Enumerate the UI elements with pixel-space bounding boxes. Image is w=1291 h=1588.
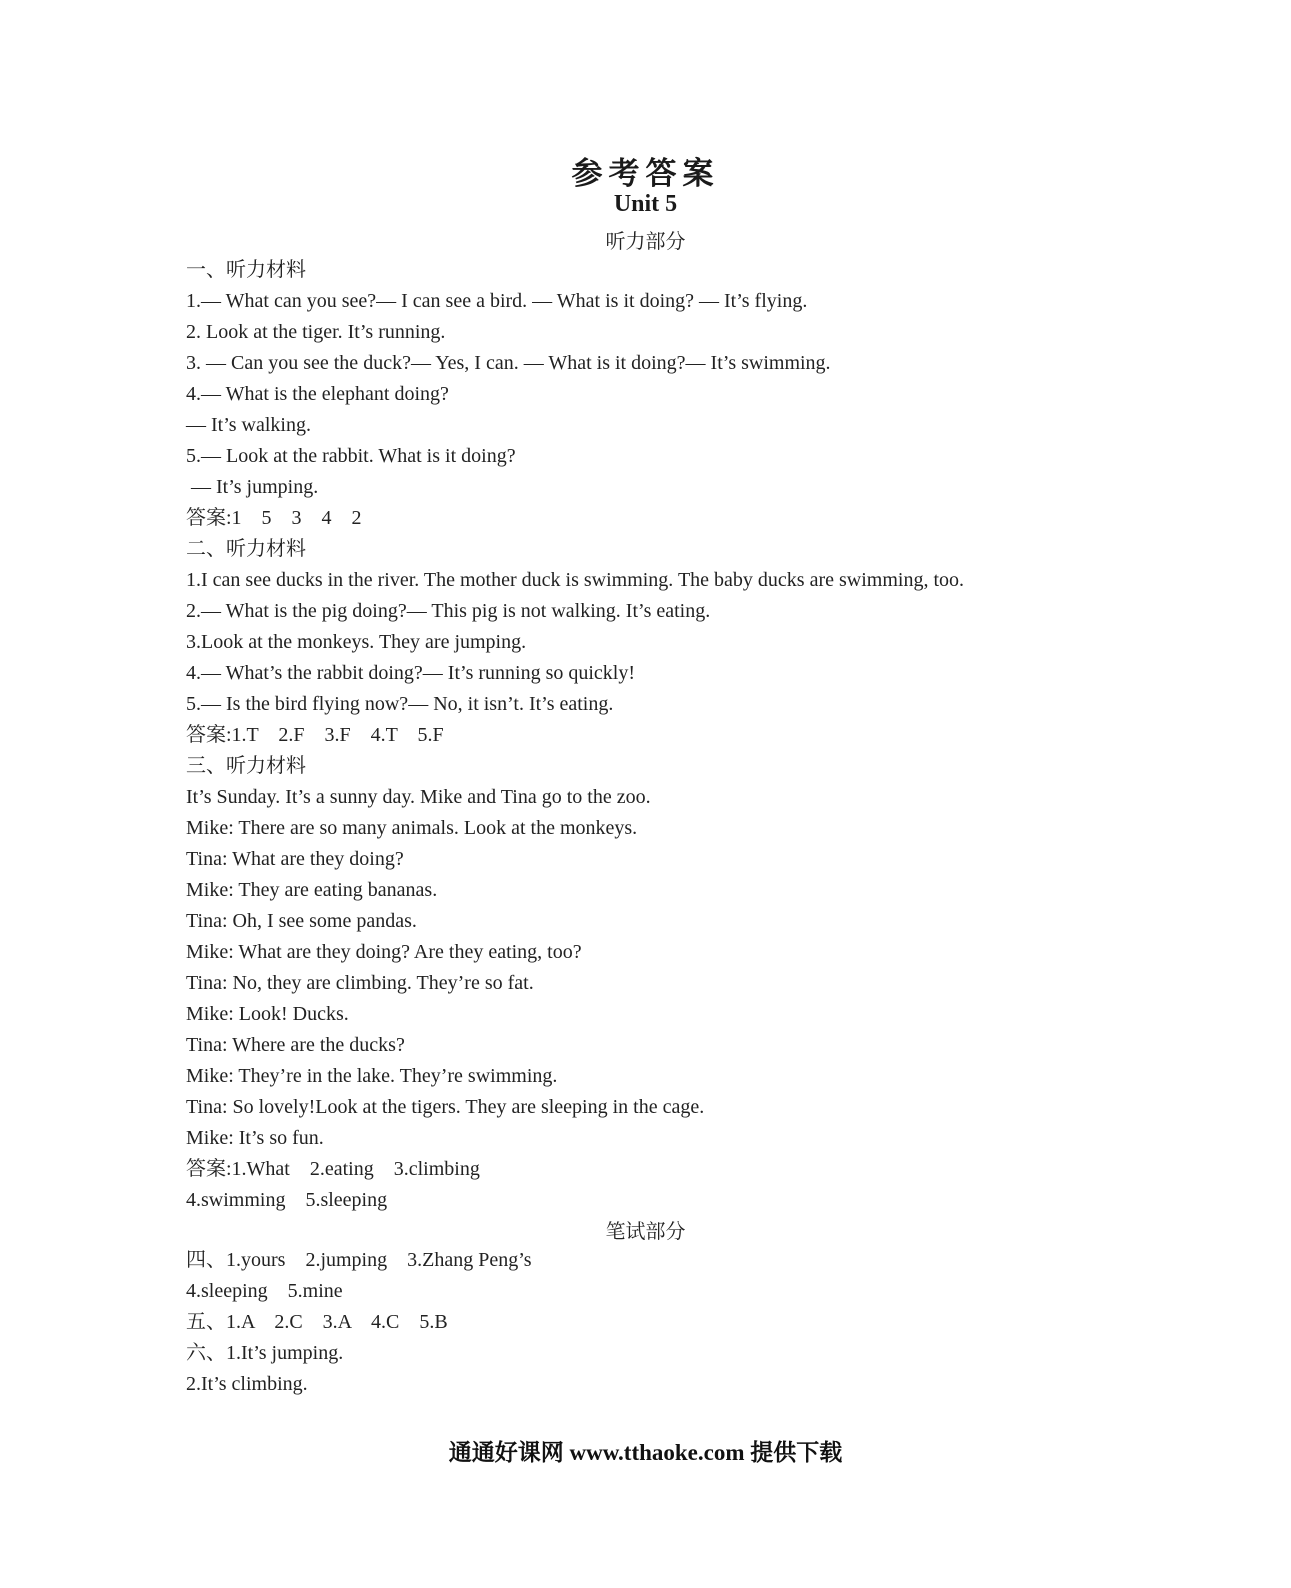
text-line: 1.— What can you see?— I can see a bird. — What is it doing? — It’s flying. <box>186 290 808 312</box>
text-line: Mike: It’s so fun. <box>186 1127 324 1149</box>
footer-watermark: 通通好课网 www.tthaoke.com 提供下载 <box>448 1440 843 1465</box>
text-line: 5.— Look at the rabbit. What is it doing? <box>186 445 516 467</box>
answer-line: 答案:1 5 3 4 2 <box>186 507 362 529</box>
text-line: 二、听力材料 <box>186 538 306 560</box>
text-line: Mike: There are so many animals. Look at the monkeys. <box>186 817 638 839</box>
text-line: Mike: What are they doing? Are they eating, too? <box>186 941 582 963</box>
text-line: Mike: They are eating bananas. <box>186 879 438 901</box>
text-line: Tina: So lovely!Look at the tigers. They are sleeping in the cage. <box>186 1096 705 1118</box>
text-line: 三、听力材料 <box>186 755 306 777</box>
text-line: 5.— Is the bird flying now?— No, it isn’t. It’s eating. <box>186 693 614 715</box>
answer-line: 4.sleeping 5.mine <box>186 1280 343 1302</box>
answer-line: 答案:1.T 2.F 3.F 4.T 5.F <box>186 724 444 746</box>
answer-line: 五、1.A 2.C 3.A 4.C 5.B <box>186 1311 448 1333</box>
text-line: 3.Look at the monkeys. They are jumping. <box>186 631 527 653</box>
answer-line: 四、1.yours 2.jumping 3.Zhang Peng’s <box>186 1249 532 1271</box>
listening-section-title: 听力部分 <box>605 231 686 253</box>
text-line: 一、听力材料 <box>186 259 306 281</box>
page-title: 参考答案 <box>571 156 720 191</box>
text-line: 2. Look at the tiger. It’s running. <box>186 321 446 343</box>
listening-answer-list <box>186 255 1186 1216</box>
written-section-title: 笔试部分 <box>605 1221 686 1243</box>
text-line: 2.— What is the pig doing?— This pig is not walking. It’s eating. <box>186 600 711 622</box>
text-line: — It’s jumping. <box>186 476 319 498</box>
written-answer-list <box>186 1245 1186 1400</box>
text-line: It’s Sunday. It’s a sunny day. Mike and Tina go to the zoo. <box>186 786 651 808</box>
unit-title: Unit 5 <box>613 191 678 217</box>
text-line: Tina: What are they doing? <box>186 848 404 870</box>
text-line: Tina: Where are the ducks? <box>186 1034 405 1056</box>
text-line: Tina: Oh, I see some pandas. <box>186 910 417 932</box>
text-line: 3. — Can you see the duck?— Yes, I can. — What is it doing?— It’s swimming. <box>186 352 831 374</box>
text-line: 1.I can see ducks in the river. The mother duck is swimming. The baby ducks are swimming, too. <box>186 569 964 591</box>
text-line: Mike: They’re in the lake. They’re swimming. <box>186 1065 558 1087</box>
text-line: Tina: No, they are climbing. They’re so fat. <box>186 972 534 994</box>
answer-line: 2.It’s climbing. <box>186 1373 308 1395</box>
answer-line: 4.swimming 5.sleeping <box>186 1189 388 1211</box>
text-line: — It’s walking. <box>186 414 311 436</box>
text-line: 4.— What’s the rabbit doing?— It’s running so quickly! <box>186 662 636 684</box>
answer-line: 六、1.It’s jumping. <box>186 1342 344 1364</box>
text-line: Mike: Look! Ducks. <box>186 1003 349 1025</box>
text-line: 4.— What is the elephant doing? <box>186 383 449 405</box>
answer-line: 答案:1.What 2.eating 3.climbing <box>186 1158 480 1180</box>
